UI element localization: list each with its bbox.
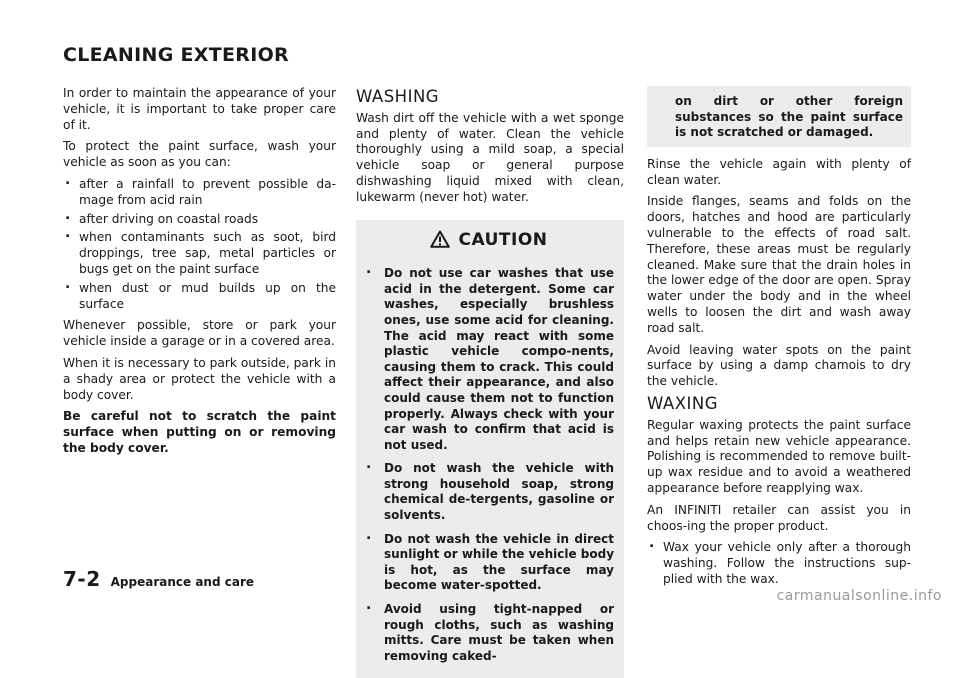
list-item: . when dust or mud builds up on the surface [63, 281, 336, 313]
water-spots-paragraph: Avoid leaving water spots on the paint surface by using a damp chamois to dry the vehicle. [647, 342, 911, 389]
list-item: . after a rainfall to prevent possible da-mage from acid rain [63, 177, 336, 209]
list-item: . after driving on coastal roads [63, 212, 336, 228]
intro-paragraph: In order to maintain the appearance of your vehicle, it is important to take proper care of it. [63, 86, 336, 132]
section-name: Appearance and care [110, 575, 255, 589]
page-footer [63, 567, 254, 591]
waxing-list [647, 540, 911, 587]
caution-box-continued [647, 86, 911, 147]
caution-continued-text: on dirt or other foreign substances so the paint surface is not scratched or damaged. [675, 94, 903, 140]
washing-paragraph: Wash dirt off the vehicle with a wet sponge and plenty of water. Clean the vehicle thoroughly using a mild soap, a special vehicle soap or general purpose dishwashing liquid mixed with clean, lukewarm (never hot) water. [356, 110, 624, 204]
park-outside-paragraph: When it is necessary to park outside, park in a shady area or protect the vehicle with a body cover. [63, 355, 336, 402]
caution-list [364, 266, 614, 664]
page-number: 7-2 [63, 567, 101, 591]
caution-item: . Do not use car washes that use acid in the detergent. Some car washes, especially brushless ones, use some acid for cleaning. The acid may react with some plastic vehicle compo-nents, causing them to crack. This could affect their appearance, and also could cause them not to function properly. Always check with your car wash to confirm that acid is not used. [364, 266, 614, 453]
watermark: carmanualsonline.info [776, 588, 942, 604]
waxing-title: WAXING [647, 393, 718, 413]
body-cover-warning: Be careful not to scratch the paint surface when putting on or removing the body cover. [63, 409, 336, 455]
caution-box [356, 220, 624, 678]
waxing-paragraph: Regular waxing protects the paint surface and helps retain new vehicle appearance. Polishing is recommended to remove built-up wax residue and to avoid a weathered appearance before reapplying wax. [647, 417, 911, 495]
caution-item: . Do not wash the vehicle in direct sunlight or while the vehicle body is hot, as the surface may become water-spotted. [364, 532, 614, 594]
retailer-paragraph: An INFINITI retailer can assist you in choos-ing the proper product. [647, 502, 911, 533]
flanges-paragraph: Inside flanges, seams and folds on the doors, hatches and hood are particularly vulnerable to the effects of road salt. Therefore, these areas must be regularly cleaned. Make sure that the drain holes in the lower edge of the door are open. Spray water under the body and in the wheel wells to loosen the dirt and wash away road salt. [647, 194, 911, 335]
page-heading: CLEANING EXTERIOR [63, 44, 289, 66]
column-3 [647, 86, 911, 594]
caution-item: . Do not wash the vehicle with strong household soap, strong chemical de-tergents, gasoline or solvents. [364, 461, 614, 523]
column-1 [63, 86, 336, 463]
list-item: . when contaminants such as soot, bird droppings, tree sap, metal particles or bugs get on the paint surface [63, 230, 336, 277]
protect-paragraph: To protect the paint surface, wash your vehicle as soon as you can: [63, 139, 336, 170]
store-paragraph: Whenever possible, store or park your vehicle inside a garage or in a covered area. [63, 318, 336, 349]
caution-title: CAUTION [458, 230, 548, 251]
wash-conditions-list [63, 177, 336, 312]
rinse-paragraph: Rinse the vehicle again with plenty of clean water. [647, 156, 911, 187]
washing-title: WASHING [356, 87, 440, 106]
caution-item: . Avoid using tight-napped or rough cloths, such as washing mitts. Care must be taken when removing caked- [364, 602, 614, 664]
caution-header [364, 230, 614, 253]
warning-triangle-icon [430, 230, 450, 253]
list-item: . Wax your vehicle only after a thorough washing. Follow the instructions sup-plied with the wax. [647, 540, 911, 587]
column-2 [356, 86, 624, 678]
